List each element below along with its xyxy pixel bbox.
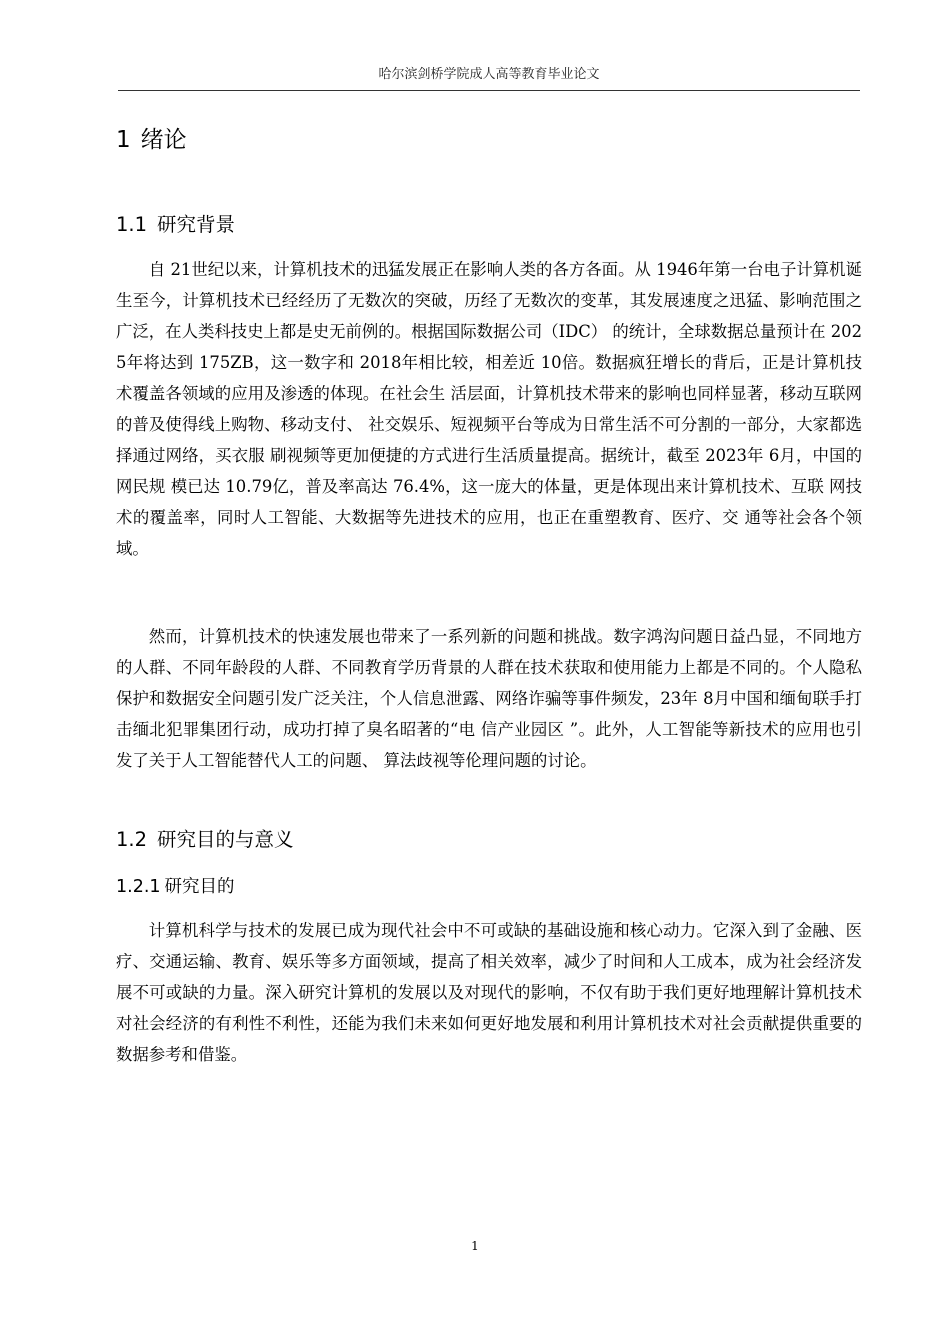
running-header <box>118 66 860 91</box>
section-number: 1.2 <box>116 828 148 851</box>
chapter-number: 1 <box>116 127 131 153</box>
paragraph-challenges: 然而，计算机技术的快速发展也带来了一系列新的问题和挑战。数字鸿沟问题日益凸显，不同地方的人群、不同年龄段的人群、不同教育学历背景的人群在技术获取和使用能力上都是不同的。个人隐私保护和数据安全问题引发广泛关注，个人信息泄露、网络诈骗等事件频发，23年 8月中国和缅甸联手打击缅北犯罪集团行动，成功打掉了臭名昭著的“电 信产业园区 ”。此外，人工智能等新技术的应用也引发了关于人工智能替代人工的问题、 算法歧视等伦理问题的讨论。 <box>116 627 862 770</box>
section-heading-purpose-significance <box>116 826 294 854</box>
chapter-title: 绪论 <box>140 127 187 153</box>
paragraph-purpose: 计算机科学与技术的发展已成为现代社会中不可或缺的基础设施和核心动力。它深入到了金融、医疗、交通运输、教育、娱乐等多方面领域，提高了相关效率，减少了时间和人工成本，成为社会经济发展不可或缺的力量。深入研究计算机的发展以及对现代的影响，不仅有助于我们更好地理解计算机技术对社会经济的有利性不利性，还能为我们未来如何更好地发展和利用计算机技术对社会贡献提供重要的数据参考和借鉴。 <box>116 921 862 1064</box>
subsection-number: 1.2.1 <box>116 877 161 897</box>
paragraph-background: 自 21世纪以来，计算机技术的迅猛发展正在影响人类的各方各面。从 1946年第一台电子计算机诞生至今，计算机技术已经经历了无数次的突破，历经了无数次的变革，其发展速度之迅猛、影响范围之广泛，在人类科技史上都是史无前例的。根据国际数据公司（IDC） 的统计，全球数据总量预计在 2025年将达到 175ZB，这一数字和 2018年相比较，相差近 10倍。数据疯狂增长的背后，正是计算机技术覆盖各领域的应用及渗透的体现。在社会生 活层面，计算机技术带来的影响也同样显著，移动互联网的普及使得线上购物、移动支付、 社交娱乐、短视频平台等成为日常生活不可分割的一部分，大家都选择通过网络，买衣服 刷视频等更加便捷的方式进行生活质量提高。据统计，截至 2023年 6月，中国的网民规 模已达 10.79亿，普及率高达 76.4%，这一庞大的体量，更是体现出来计算机技术、互联 网技术的覆盖率，同时人工智能、大数据等先进技术的应用，也正在重塑教育、医疗、交 通等社会各个领域。 <box>116 260 863 558</box>
page-number: 1 <box>471 1239 479 1253</box>
chapter-heading <box>116 124 187 156</box>
subsection-title: 研究目的 <box>164 877 235 897</box>
header-title: 哈尔滨剑桥学院成人高等教育毕业论文 <box>378 67 600 82</box>
subsection-heading-purpose <box>116 874 235 900</box>
section-title: 研究背景 <box>157 213 236 236</box>
section-title: 研究目的与意义 <box>157 828 294 851</box>
section-heading-background <box>116 211 235 239</box>
section-number: 1.1 <box>116 213 148 236</box>
